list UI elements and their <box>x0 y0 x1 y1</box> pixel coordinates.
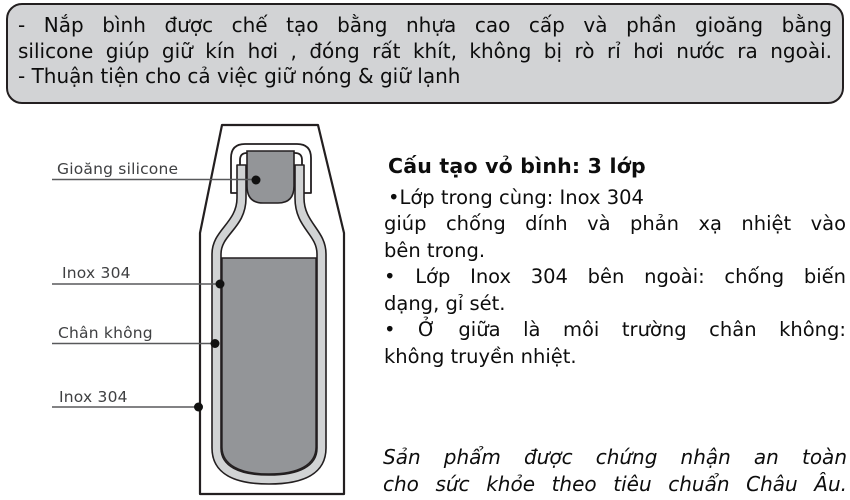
label-inox-304-inner: Inox 304 <box>62 264 131 282</box>
construction-line: không truyền nhiệt. <box>384 344 577 368</box>
leader-dot-inox-304-inner <box>216 280 225 289</box>
construction-line: • Lớp Inox 304 bên ngoài: chống biến <box>384 265 846 288</box>
label-gioang-silicone: Gioăng silicone <box>57 160 179 178</box>
construction-line: •Lớp trong cùng: Inox 304 <box>388 185 644 209</box>
flask-inner-content <box>222 258 316 474</box>
construction-line: giúp chống dính và phản xạ nhiệt vào <box>384 212 846 235</box>
certification-note <box>383 444 847 497</box>
construction-line: dạng, gỉ sét. <box>384 291 506 315</box>
label-chan-khong: Chân không <box>58 324 153 342</box>
label-inox-304-outer: Inox 304 <box>59 388 128 406</box>
certification-line: cho sức khỏe theo tiêu chuẩn Châu Âu. <box>383 471 847 496</box>
construction-line: bên trong. <box>384 238 486 262</box>
construction-title: Cấu tạo vỏ bình: 3 lớp <box>388 154 646 178</box>
leader-dot-inox-304-outer <box>194 403 203 412</box>
top-box-line: - Nắp bình được chế tạo bằng nhựa cao cấp và phần gioăng bằng <box>18 13 832 37</box>
top-box-line: - Thuận tiện cho cả việc giữ nóng & giữ lạnh <box>18 64 461 88</box>
construction-section <box>384 153 846 370</box>
leader-dot-chan-khong <box>211 339 220 348</box>
certification-line: Sản phẩm được chứng nhận an toàn <box>383 445 847 469</box>
top-box-line: silicone giúp giữ kín hơi , đóng rất khít, không bị rò rỉ hơi nước ra ngoài. <box>18 38 832 63</box>
construction-line: • Ở giữa là môi trường chân không: <box>384 318 846 341</box>
leader-dot-gioang-silicone <box>252 176 261 185</box>
